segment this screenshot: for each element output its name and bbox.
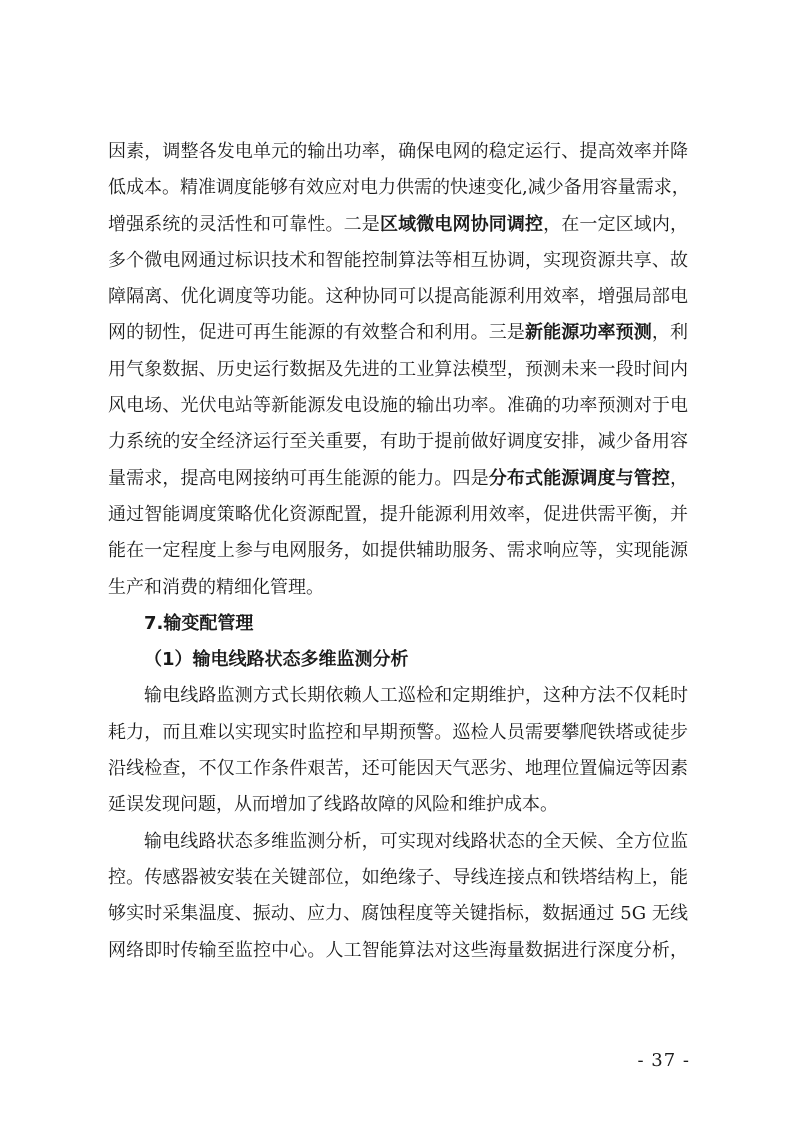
text-line: 延误发现问题，从而增加了线路故障的风险和维护成本。: [108, 794, 558, 816]
text-segment: 增强系统的灵活性和可靠性。二是: [108, 213, 380, 235]
text-line: 障隔离、优化调度等功能。这种协同可以提高能源利用效率，增强局部电: [108, 286, 688, 308]
page-number: - 37 -: [637, 1050, 690, 1071]
text-line: 力系统的安全经济运行至关重要，有助于提前做好调度安排，减少备用容: [108, 431, 688, 453]
text-line: 生产和消费的精细化管理。: [108, 576, 324, 598]
bold-term: 新能源功率预测: [524, 322, 652, 344]
section-heading: 7.输变配管理: [144, 612, 254, 634]
text-line: 输电线路监测方式长期依赖人工巡检和定期维护，这种方法不仅耗时: [144, 685, 688, 707]
text-line: 耗力，而且难以实现实时监控和早期预警。巡检人员需要攀爬铁塔或徒步: [108, 721, 688, 743]
page-body: [108, 134, 688, 969]
text-segment: ，在一定区域内，: [543, 213, 689, 235]
text-line: 控。传感器被安装在关键部位，如绝缘子、导线连接点和铁塔结构上，能: [108, 866, 688, 888]
text-line: 网络即时传输至监控中心。人工智能算法对这些海量数据进行深度分析，: [108, 939, 688, 961]
text-segment: ，: [670, 467, 689, 489]
text-line: 通过智能调度策略优化资源配置，提升能源利用效率，促进供需平衡，并: [108, 503, 688, 525]
subsection-heading: （1）输电线路状态多维监测分析: [144, 649, 409, 671]
text-line: 因素，调整各发电单元的输出功率，确保电网的稳定运行、提高效率并降: [108, 141, 688, 162]
text-line: [108, 315, 688, 351]
text-segment: ，利: [651, 322, 689, 344]
text-line: 用气象数据、历史运行数据及先进的工业算法模型，预测未来一段时间内: [108, 358, 688, 380]
text-line: 沿线检查，不仅工作条件艰苦，还可能因天气恶劣、地理位置偏远等因素: [108, 758, 688, 780]
text-line: 多个微电网通过标识技术和智能控制算法等相互协调，实现资源共享、故: [108, 249, 688, 271]
text-line: 够实时采集温度、振动、应力、腐蚀程度等关键指标，数据通过 5G 无线: [108, 903, 688, 925]
text-line: 风电场、光伏电站等新能源发电设施的输出功率。准确的功率预测对于电: [108, 395, 688, 417]
text-line: [108, 461, 688, 497]
paragraph: [108, 134, 688, 606]
text-line: 输电线路状态多维监测分析，可实现对线路状态的全天候、全方位监: [144, 830, 688, 852]
bold-term: 分布式能源调度与管控: [488, 467, 671, 489]
text-line: 低成本。精准调度能够有效应对电力供需的快速变化,减少备用容量需求，: [108, 177, 690, 199]
text-segment: 网的韧性，促进可再生能源的有效整合和利用。三是: [108, 322, 525, 344]
text-line: 能在一定程度上参与电网服务，如提供辅助服务、需求响应等，实现能源: [108, 540, 688, 562]
text-line: [108, 207, 688, 243]
text-segment: 量需求，提高电网接纳可再生能源的能力。四是: [108, 467, 489, 489]
paragraph: [108, 678, 688, 823]
paragraph: [108, 824, 688, 969]
bold-term: 区域微电网协同调控: [379, 213, 544, 235]
